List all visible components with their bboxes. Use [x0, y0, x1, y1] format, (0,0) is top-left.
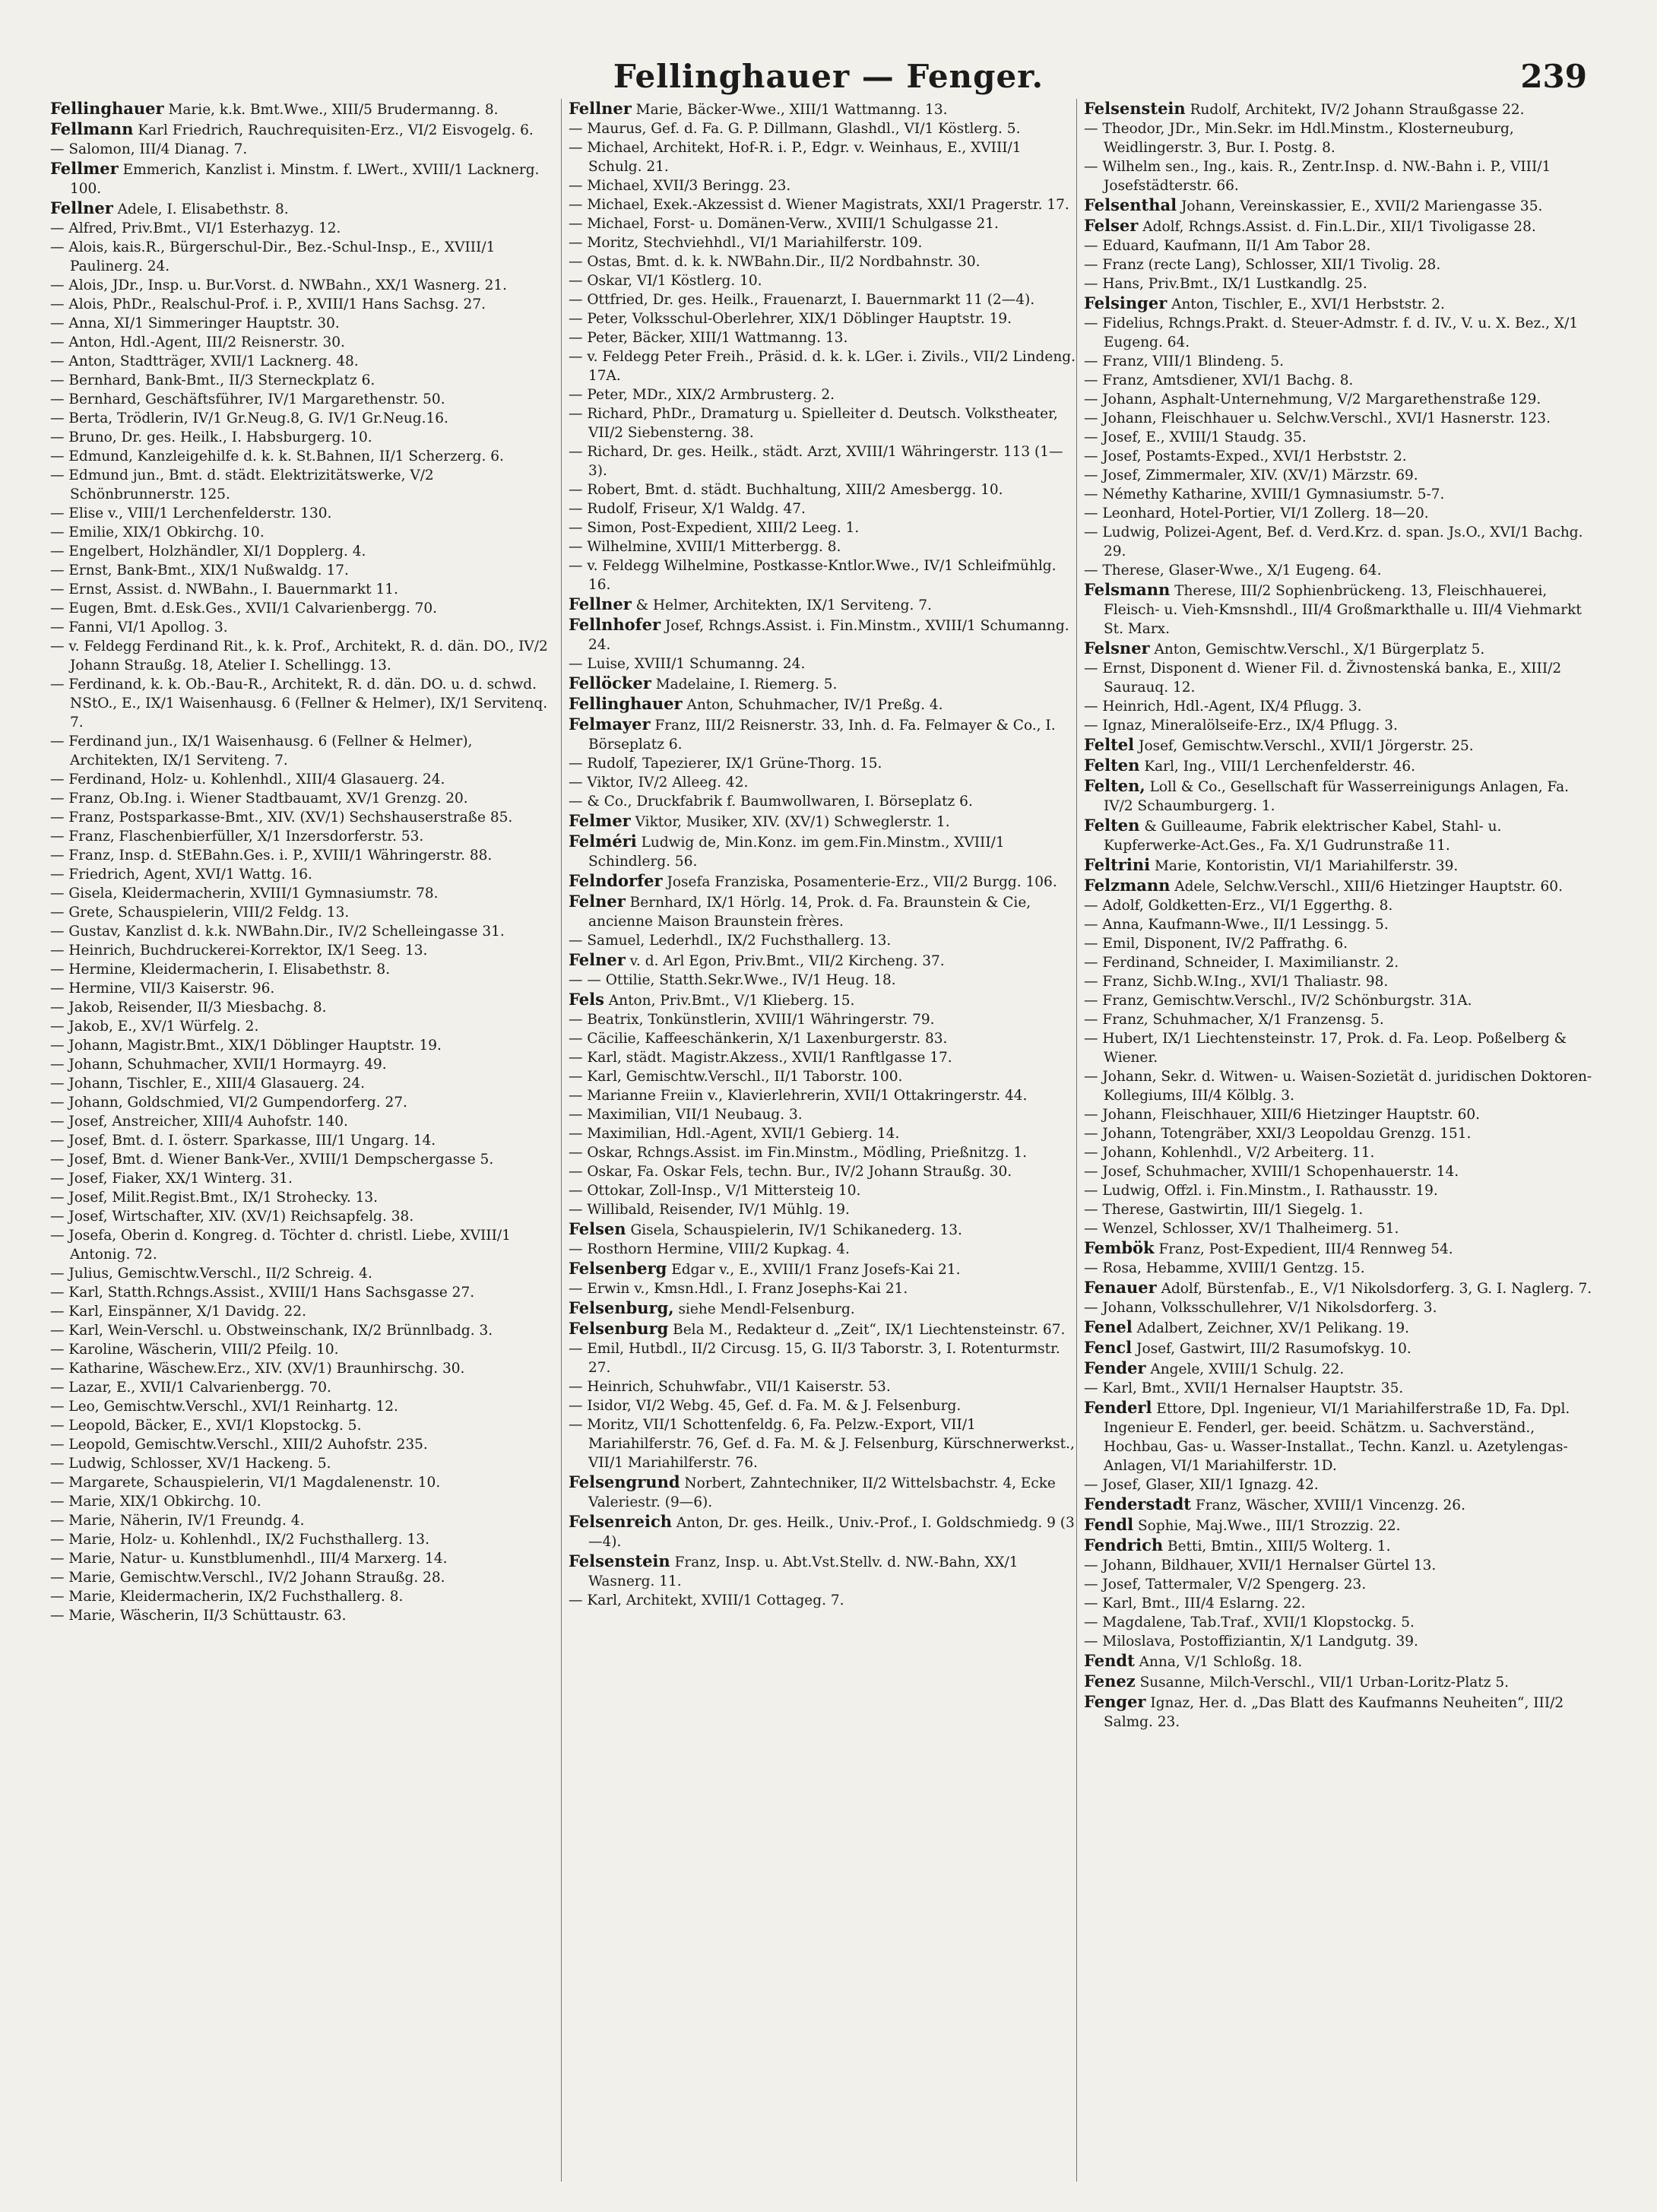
directory-entry: Felsenthal Johann, Vereinskassier, E., XVII/2 Mariengasse 35.	[1084, 195, 1543, 214]
directory-entry: Felsenreich Anton, Dr. ges. Heilk., Univ.-Prof., I. Goldschmiedg. 9 (3—4).	[569, 1512, 1075, 1550]
directory-entry: Fenez Susanne, Milch-Verschl., VII/1 Urban-Loritz-Platz 5.	[1084, 1672, 1510, 1691]
directory-entry: — Samuel, Lederhdl., IX/2 Fuchsthallerg. 13.	[569, 933, 892, 949]
directory-entry: — Leopold, Gemischtw.Verschl., XIII/2 Auhofstr. 235.	[50, 1437, 428, 1453]
directory-entry: — Grete, Schauspielerin, VIII/2 Feldg. 13.	[50, 905, 350, 921]
directory-entry: — v. Feldegg Ferdinand Rit., k. k. Prof., Architekt, R. d. dän. DO., IV/2 Johann Straußg. 18, Atelier I. Schellingg. 13.	[50, 639, 548, 673]
directory-entry: — Franz, Amtsdiener, XVI/1 Bachg. 8.	[1084, 372, 1354, 388]
directory-entry: — Julius, Gemischtw.Verschl., II/2 Schreig. 4.	[50, 1266, 372, 1282]
directory-entry: Felsenstein Rudolf, Architekt, IV/2 Johann Straußgasse 22.	[1084, 99, 1525, 118]
directory-entry: — Karl, Statth.Rchngs.Assist., XVIII/1 Hans Sachsgasse 27.	[50, 1285, 475, 1301]
directory-entry: Felsenberg Edgar v., E., XVIII/1 Franz Josefs-Kai 21.	[569, 1259, 961, 1278]
directory-entry: Fellnhofer Josef, Rchngs.Assist. i. Fin.Minstm., XVIII/1 Schumanng. 24.	[569, 615, 1069, 653]
directory-entry: — Johann, Volksschullehrer, V/1 Nikolsdorferg. 3.	[1084, 1300, 1437, 1316]
directory-entry: — Leopold, Bäcker, E., XVI/1 Klopstockg. 5.	[50, 1418, 362, 1434]
directory-entry: — Salomon, III/4 Dianag. 7.	[50, 141, 248, 157]
directory-entry: — Gustav, Kanzlist d. k.k. NWBahn.Dir., IV/2 Schelleingasse 31.	[50, 924, 505, 940]
directory-entry: — Peter, MDr., XIX/2 Armbrusterg. 2.	[569, 387, 835, 403]
directory-entry: — Bernhard, Bank-Bmt., II/3 Sterneckplatz 6.	[50, 372, 375, 388]
directory-entry: — Michael, XVII/3 Beringg. 23.	[569, 178, 791, 194]
directory-entry: Fellner Marie, Bäcker-Wwe., XIII/1 Wattmanng. 13.	[569, 99, 948, 118]
directory-entry: — Johann, Totengräber, XXI/3 Leopoldau Grenzg. 151.	[1084, 1126, 1472, 1142]
directory-entry: Felmayer Franz, III/2 Reisnerstr. 33, Inh. d. Fa. Felmayer & Co., I. Börseplatz 6.	[569, 715, 1056, 753]
directory-entry: — Moritz, VII/1 Schottenfeldg. 6, Fa. Pelzw.-Export, VII/1 Mariahilferstr. 76, Gef. d. Fa. M. & J. Felsenburg, Kürschnerwerkst., VII/1 Mariahilferstr. 76.	[569, 1417, 1075, 1471]
directory-entry: — Johann, Asphalt-Unternehmung, V/2 Margarethenstraße 129.	[1084, 391, 1541, 407]
directory-entry: — Therese, Glaser-Wwe., X/1 Eugeng. 64.	[1084, 563, 1382, 578]
directory-entry: Felsen Gisela, Schauspielerin, IV/1 Schikanederg. 13.	[569, 1219, 962, 1238]
directory-entry: — Wilhelmine, XVIII/1 Mitterbergg. 8.	[569, 539, 841, 555]
directory-entry: — Josef, Fiaker, XX/1 Winterg. 31.	[50, 1171, 293, 1187]
directory-entry: — Johann, Sekr. d. Witwen- u. Waisen-Sozietät d. juridischen Doktoren-Kollegiums, III/4 Kölblg. 3.	[1084, 1069, 1592, 1104]
directory-entry: — Josef, Postamts-Exped., XVI/1 Herbststr. 2.	[1084, 448, 1407, 464]
directory-entry: — Adolf, Goldketten-Erz., VI/1 Eggerthg. 8.	[1084, 898, 1393, 914]
directory-entry: — v. Feldegg Peter Freih., Präsid. d. k. k. LGer. i. Zivils., VII/2 Lindeng. 17A.	[569, 349, 1076, 384]
directory-entry: — Johann, Bildhauer, XVII/1 Hernalser Gürtel 13.	[1084, 1558, 1437, 1573]
directory-entry: Fendt Anna, V/1 Schloßg. 18.	[1084, 1651, 1303, 1670]
directory-entry: — Luise, XVIII/1 Schumanng. 24.	[569, 656, 806, 672]
directory-entry: Fellinghauer Anton, Schuhmacher, IV/1 Preßg. 4.	[569, 694, 943, 713]
directory-entry: Felméri Ludwig de, Min.Konz. im gem.Fin.Minstm., XVIII/1 Schindlerg. 56.	[569, 832, 1005, 870]
directory-entry: Fels Anton, Priv.Bmt., V/1 Klieberg. 15.	[569, 990, 855, 1009]
directory-entry: — Margarete, Schauspielerin, VI/1 Magdalenenstr. 10.	[50, 1475, 441, 1491]
directory-entry: — Emil, Hutbdl., II/2 Circusg. 15, G. II/3 Taborstr. 3, I. Rotenturmstr. 27.	[569, 1341, 1060, 1376]
directory-entry: — Alois, JDr., Insp. u. Bur.Vorst. d. NWBahn., XX/1 Wasnerg. 21.	[50, 277, 507, 293]
directory-entry: — Hermine, Kleidermacherin, I. Elisabethstr. 8.	[50, 962, 391, 978]
directory-entry: Fellinghauer Marie, k.k. Bmt.Wwe., XIII/5 Brudermanng. 8.	[50, 99, 499, 118]
directory-entry: — Anna, XI/1 Simmeringer Hauptstr. 30.	[50, 315, 340, 331]
directory-entry: — Ludwig, Schlosser, XV/1 Hackeng. 5.	[50, 1456, 331, 1472]
directory-entry: Felzmann Adele, Selchw.Verschl., XIII/6 Hietzinger Hauptstr. 60.	[1084, 876, 1563, 895]
directory-entry: — Josefa, Oberin d. Kongreg. d. Töchter d. christl. Liebe, XVIII/1 Antonig. 72.	[50, 1228, 511, 1263]
directory-entry: — Karl, Einspänner, X/1 Davidg. 22.	[50, 1304, 306, 1320]
directory-entry: — Oskar, VI/1 Köstlerg. 10.	[569, 273, 762, 289]
directory-entry: Felsenburg, siehe Mendl-Felsenburg.	[569, 1298, 855, 1317]
directory-entry: — Bruno, Dr. ges. Heilk., I. Habsburgerg. 10.	[50, 429, 372, 445]
directory-entry: — Franz, Insp. d. StEBahn.Ges. i. P., XVIII/1 Währingerstr. 88.	[50, 848, 493, 864]
directory-entry: — Michael, Architekt, Hof-R. i. P., Edgr. v. Weinhaus, E., XVIII/1 Schulg. 21.	[569, 140, 1022, 175]
directory-entry: — Simon, Post-Expedient, XIII/2 Leeg. 1.	[569, 520, 860, 536]
directory-entry: — Franz (recte Lang), Schlosser, XII/1 Tivolig. 28.	[1084, 257, 1441, 273]
directory-entry: Fender Angele, XVIII/1 Schulg. 22.	[1084, 1358, 1345, 1377]
directory-entry: — Leo, Gemischtw.Verschl., XVI/1 Reinhartg. 12.	[50, 1399, 398, 1415]
directory-entry: — Josef, Anstreicher, XIII/4 Auhofstr. 140.	[50, 1114, 348, 1130]
directory-entry: — Josef, Zimmermaler, XIV. (XV/1) Märzstr. 69.	[1084, 467, 1418, 483]
directory-entry: — Bernhard, Geschäftsführer, IV/1 Margarethenstr. 50.	[50, 391, 445, 407]
directory-entry: Fellmer Emmerich, Kanzlist i. Minstm. f. LWert., XVIII/1 Lacknerg. 100.	[50, 159, 540, 197]
directory-entry: — Marie, Näherin, IV/1 Freundg. 4.	[50, 1513, 305, 1529]
directory-entry: — Ernst, Disponent d. Wiener Fil. d. Živnostenská banka, E., XIII/2 Saurauq. 12.	[1084, 661, 1562, 696]
directory-entry: — Johann, Magistr.Bmt., XIX/1 Döblinger Hauptstr. 19.	[50, 1038, 442, 1054]
directory-entry: Felser Adolf, Rchngs.Assist. d. Fin.L.Dir., XII/1 Tivoligasse 28.	[1084, 216, 1536, 235]
directory-entry: Felten Karl, Ing., VIII/1 Lerchenfelderstr. 46.	[1084, 756, 1416, 775]
directory-entry: — Ignaz, Mineralölseife-Erz., IX/4 Pflugg. 3.	[1084, 718, 1398, 734]
directory-entry: — Friedrich, Agent, XVI/1 Wattg. 16.	[50, 867, 312, 883]
directory-entry: — Ferdinand jun., IX/1 Waisenhausg. 6 (Fellner & Helmer), Architekten, IX/1 Serviteng. 7.	[50, 734, 473, 768]
directory-entry: — Franz, Ob.Ing. i. Wiener Stadtbauamt, XV/1 Grenzg. 20.	[50, 791, 468, 807]
directory-entry: — Oskar, Fa. Oskar Fels, techn. Bur., IV/2 Johann Straußg. 30.	[569, 1164, 1012, 1180]
directory-entry: — Leonhard, Hotel-Portier, VI/1 Zollerg. 18—20.	[1084, 505, 1429, 521]
directory-entry: — Ludwig, Offzl. i. Fin.Minstm., I. Rathausstr. 19.	[1084, 1183, 1438, 1199]
directory-entry: — Josef, Glaser, XII/1 Ignazg. 42.	[1084, 1477, 1319, 1493]
directory-entry: — Johann, Fleischhauer, XIII/6 Hietzinger Hauptstr. 60.	[1084, 1107, 1481, 1123]
directory-entry: — Josef, Bmt. d. Wiener Bank-Ver., XVIII/1 Dempschergasse 5.	[50, 1152, 494, 1168]
directory-entry: — Gisela, Kleidermacherin, XVIII/1 Gymnasiumstr. 78.	[50, 886, 439, 902]
directory-entry: — Josef, Schuhmacher, XVIII/1 Schopenhauerstr. 14.	[1084, 1164, 1459, 1180]
directory-entry: — Karl, Bmt., XVII/1 Hernalser Hauptstr. 35.	[1084, 1380, 1404, 1396]
directory-entry: — Emil, Disponent, IV/2 Paffrathg. 6.	[1084, 936, 1348, 952]
directory-entry: Fenderstadt Franz, Wäscher, XVIII/1 Vincenzg. 26.	[1084, 1494, 1465, 1513]
directory-entry: Fendl Sophie, Maj.Wwe., III/1 Strozzig. 22.	[1084, 1515, 1401, 1534]
directory-entry: — Eugen, Bmt. d.Esk.Ges., XVII/1 Calvarienbergg. 70.	[50, 601, 438, 616]
directory-entry: — Ferdinand, Holz- u. Kohlenhdl., XIII/4 Glasauerg. 24.	[50, 772, 445, 788]
directory-entry: — Wenzel, Schlosser, XV/1 Thalheimerg. 51.	[1084, 1221, 1399, 1237]
directory-entry: — Elise v., VIII/1 Lerchenfelderstr. 130.	[50, 505, 332, 521]
directory-entry: — Anna, Kaufmann-Wwe., II/1 Lessingg. 5.	[1084, 917, 1389, 933]
directory-entry: — Anton, Stadtträger, XVII/1 Lacknerg. 48.	[50, 353, 359, 369]
directory-entry: Fenderl Ettore, Dpl. Ingenieur, VI/1 Mariahilferstraße 1D, Fa. Dpl. Ingenieur E. Fenderl, ger. beeid. Schätzm. u. Sachverständ., Hochbau, Gas- u. Wasser-Installat., Techn. Kanzl. u. Azetylengas-Anlagen, VI/1 Mariahilferstr. 1D.	[1084, 1398, 1570, 1474]
directory-entry: Fellöcker Madelaine, I. Riemerg. 5.	[569, 673, 838, 692]
directory-entry: Felsenstein Franz, Insp. u. Abt.Vst.Stellv. d. NW.-Bahn, XX/1 Wasnerg. 11.	[569, 1551, 1019, 1589]
directory-entry: — Willibald, Reisender, IV/1 Mühlg. 19.	[569, 1202, 850, 1218]
directory-entry: — Lazar, E., XVII/1 Calvarienbergg. 70.	[50, 1380, 331, 1396]
directory-entry: — Rosthorn Hermine, VIII/2 Kupkag. 4.	[569, 1241, 850, 1257]
directory-entry: — Johann, Fleischhauer u. Selchw.Verschl., XVI/1 Hasnerstr. 123.	[1084, 410, 1551, 426]
directory-entry: Fenel Adalbert, Zeichner, XV/1 Pelikang. 19.	[1084, 1317, 1410, 1336]
directory-entry: — Edmund jun., Bmt. d. städt. Elektrizitätswerke, V/2 Schönbrunnerstr. 125.	[50, 467, 434, 502]
directory-entry: — Therese, Gastwirtin, III/1 Siegelg. 1.	[1084, 1202, 1364, 1218]
directory-entry: — Peter, Volksschul-Oberlehrer, XIX/1 Döblinger Hauptstr. 19.	[569, 311, 1012, 327]
directory-entry: — Josef, E., XVIII/1 Staudg. 35.	[1084, 429, 1307, 445]
directory-entry: — Josef, Bmt. d. I. österr. Sparkasse, III/1 Ungarg. 14.	[50, 1133, 436, 1149]
directory-entry: — Marie, XIX/1 Obkirchg. 10.	[50, 1494, 261, 1510]
directory-entry: — Marie, Kleidermacherin, IX/2 Fuchsthallerg. 8.	[50, 1589, 404, 1605]
directory-entry: — Katharine, Wäschew.Erz., XIV. (XV/1) Braunhirschg. 30.	[50, 1361, 465, 1377]
directory-entry: — Hans, Priv.Bmt., IX/1 Lustkandlg. 25.	[1084, 276, 1367, 292]
directory-column-1	[50, 99, 559, 2182]
directory-entry: — Rudolf, Friseur, X/1 Waldg. 47.	[569, 501, 806, 517]
directory-entry: — & Co., Druckfabrik f. Baumwollwaren, I. Börseplatz 6.	[569, 794, 973, 810]
directory-entry: — Edmund, Kanzleigehilfe d. k. k. St.Bahnen, II/1 Scherzerg. 6.	[50, 448, 504, 464]
directory-entry: — Viktor, IV/2 Alleeg. 42.	[569, 775, 749, 791]
directory-entry: Fenauer Adolf, Bürstenfab., E., V/1 Nikolsdorferg. 3, G. I. Naglerg. 7.	[1084, 1278, 1592, 1297]
directory-entry: — Josef, Wirtschafter, XIV. (XV/1) Reichsapfelg. 38.	[50, 1209, 414, 1225]
directory-column-3	[1084, 99, 1601, 2182]
directory-entry: Felner v. d. Arl Egon, Priv.Bmt., VII/2 Kircheng. 37.	[569, 950, 945, 969]
directory-entry: — Engelbert, Holzhändler, XI/1 Dopplerg. 4.	[50, 543, 366, 559]
directory-entry: — Josef, Tattermaler, V/2 Spengerg. 23.	[1084, 1577, 1367, 1592]
directory-entry: — Maximilian, Hdl.-Agent, XVII/1 Gebierg. 14.	[569, 1126, 900, 1142]
directory-entry: — Moritz, Stechviehhdl., VI/1 Mariahilferstr. 109.	[569, 235, 923, 251]
directory-entry: — Michael, Exek.-Akzessist d. Wiener Magistrats, XXI/1 Pragerstr. 17.	[569, 197, 1069, 213]
directory-entry: — Hermine, VII/3 Kaiserstr. 96.	[50, 981, 275, 997]
directory-entry: Felmer Viktor, Musiker, XIV. (XV/1) Schweglerstr. 1.	[569, 811, 950, 830]
directory-entry: — Theodor, JDr., Min.Sekr. im Hdl.Minstm., Klosterneuburg, Weidlingerstr. 3, Bur. I. Postg. 8.	[1084, 121, 1514, 156]
directory-entry: — — Ottilie, Statth.Sekr.Wwe., IV/1 Heug. 18.	[569, 972, 896, 988]
directory-entry: Fenger Ignaz, Her. d. „Das Blatt des Kaufmanns Neuheiten“, III/2 Salmg. 23.	[1084, 1692, 1564, 1730]
directory-entry: — Karl, Architekt, XVIII/1 Cottageg. 7.	[569, 1592, 844, 1608]
directory-entry: — Marie, Natur- u. Kunstblumenhdl., III/4 Marxerg. 14.	[50, 1551, 448, 1567]
directory-entry: — Rudolf, Tapezierer, IX/1 Grüne-Thorg. 15.	[569, 756, 882, 772]
directory-entry: Felten, Loll & Co., Gesellschaft für Wasserreinigungs Anlagen, Fa. IV/2 Schaumburgerg. 1.	[1084, 776, 1569, 814]
directory-entry: Felten & Guilleaume, Fabrik elektrischer Kabel, Stahl- u. Kupferwerke-Act.Ges., Fa. X/1 Gudrunstraße 11.	[1084, 816, 1502, 854]
directory-entry: — Marie, Wäscherin, II/3 Schüttaustr. 63.	[50, 1608, 347, 1624]
directory-entry: Felsenburg Bela M., Redakteur d. „Zeit“, IX/1 Liechtensteinstr. 67.	[569, 1319, 1066, 1338]
directory-entry: — Heinrich, Schuhwfabr., VII/1 Kaiserstr. 53.	[569, 1379, 891, 1395]
directory-entry: — Marie, Holz- u. Kohlenhdl., IX/2 Fuchsthallerg. 13.	[50, 1532, 429, 1548]
directory-entry: — Berta, Trödlerin, IV/1 Gr.Neug.8, G. IV/1 Gr.Neug.16.	[50, 410, 448, 426]
directory-entry: Fellner Adele, I. Elisabethstr. 8.	[50, 198, 289, 217]
directory-entry: — Fidelius, Rchngs.Prakt. d. Steuer-Admstr. f. d. IV., V. u. X. Bez., X/1 Eugeng. 64.	[1084, 315, 1579, 350]
directory-entry: Fembök Franz, Post-Expedient, III/4 Rennweg 54.	[1084, 1238, 1453, 1257]
directory-entry: — Hubert, IX/1 Liechtensteinstr. 17, Prok. d. Fa. Leop. Poßelberg & Wiener.	[1084, 1031, 1567, 1066]
directory-entry: — Ferdinand, k. k. Ob.-Bau-R., Architekt, R. d. dän. DO. u. d. schwd. NStO., E., IX/1 Waisenhausg. 6 (Fellner & Helmer), IX/1 Servitenq. 7.	[50, 677, 548, 730]
directory-entry: — Johann, Goldschmied, VI/2 Gumpendorferg. 27.	[50, 1095, 407, 1111]
directory-entry: — Johann, Kohlenhdl., V/2 Arbeiterg. 11.	[1084, 1145, 1375, 1161]
directory-entry: — Heinrich, Buchdruckerei-Korrektor, IX/1 Seeg. 13.	[50, 943, 428, 959]
directory-entry: — Alois, PhDr., Realschul-Prof. i. P., XVIII/1 Hans Sachsg. 27.	[50, 296, 486, 312]
directory-entry: — Ottfried, Dr. ges. Heilk., Frauenarzt, I. Bauernmarkt 11 (2—4).	[569, 292, 1035, 308]
directory-entry: — Franz, Gemischtw.Verschl., IV/2 Schönburgstr. 31A.	[1084, 993, 1472, 1009]
directory-column-2	[569, 99, 1078, 2182]
directory-entry: Felsner Anton, Gemischtw.Verschl., X/1 Bürgerplatz 5.	[1084, 639, 1485, 658]
directory-entry: — Karoline, Wäscherin, VIII/2 Pfeilg. 10.	[50, 1342, 339, 1358]
directory-entry: — Ernst, Assist. d. NWBahn., I. Bauernmarkt 11.	[50, 582, 398, 597]
directory-entry: — Robert, Bmt. d. städt. Buchhaltung, XIII/2 Amesbergg. 10.	[569, 482, 1003, 498]
directory-entry: Felsinger Anton, Tischler, E., XVI/1 Herbststr. 2.	[1084, 293, 1445, 312]
directory-entry: — Richard, Dr. ges. Heilk., städt. Arzt, XVIII/1 Währingerstr. 113 (1—3).	[569, 444, 1063, 479]
directory-entry: — Johann, Schuhmacher, XVII/1 Hormayrg. 49.	[50, 1057, 387, 1073]
directory-entry: — Peter, Bäcker, XIII/1 Wattmanng. 13.	[569, 330, 848, 346]
directory-entry: — Maurus, Gef. d. Fa. G. P. Dillmann, Glashdl., VI/1 Köstlerg. 5.	[569, 121, 1021, 137]
directory-entry: — Alois, kais.R., Bürgerschul-Dir., Bez.-Schul-Insp., E., XVIII/1 Paulinerg. 24.	[50, 239, 496, 274]
directory-entry: — Wilhelm sen., Ing., kais. R., Zentr.Insp. d. NW.-Bahn i. P., VIII/1 Josefstädterstr. 66.	[1084, 159, 1551, 194]
directory-entry: — Magdalene, Tab.Traf., XVII/1 Klopstockg. 5.	[1084, 1615, 1415, 1630]
directory-entry: — Ferdinand, Schneider, I. Maximilianstr. 2.	[1084, 955, 1399, 971]
directory-entry: — Isidor, VI/2 Webg. 45, Gef. d. Fa. M. & J. Felsenburg.	[569, 1398, 962, 1414]
directory-entry: Felner Bernhard, IX/1 Hörlg. 14, Prok. d. Fa. Braunstein & Cie, ancienne Maison Braunstein frères.	[569, 892, 1031, 930]
page-title: Fellinghauer — Fenger.	[613, 58, 1044, 95]
directory-entry: — Ernst, Bank-Bmt., XIX/1 Nußwaldg. 17.	[50, 563, 349, 578]
directory-entry: Fellmann Karl Friedrich, Rauchrequisiten-Erz., VI/2 Eisvogelg. 6.	[50, 119, 534, 138]
directory-entry: — Johann, Tischler, E., XIII/4 Glasauerg. 24.	[50, 1076, 366, 1092]
directory-entry: — Jakob, E., XV/1 Würfelg. 2.	[50, 1019, 259, 1035]
directory-entry: — Karl, Wein-Verschl. u. Obstweinschank, IX/2 Brünnlbadg. 3.	[50, 1323, 493, 1339]
directory-entry: — v. Feldegg Wilhelmine, Postkasse-Kntlor.Wwe., IV/1 Schleifmühlg. 16.	[569, 558, 1057, 593]
directory-entry: — Jakob, Reisender, II/3 Miesbachg. 8.	[50, 1000, 327, 1016]
column-divider	[561, 99, 562, 2182]
directory-entry: — Karl, Gemischtw.Verschl., II/1 Taborstr. 100.	[569, 1069, 903, 1085]
directory-entry: Felndorfer Josefa Franziska, Posamenterie-Erz., VII/2 Burgg. 106.	[569, 871, 1057, 890]
directory-entry: — Franz, Schuhmacher, X/1 Franzensg. 5.	[1084, 1012, 1384, 1028]
directory-entry: — Ludwig, Polizei-Agent, Bef. d. Verd.Krz. d. span. Js.O., XVI/1 Bachg. 29.	[1084, 524, 1583, 559]
directory-entry: — Cäcilie, Kaffeeschänkerin, X/1 Laxenburgerstr. 83.	[569, 1031, 948, 1047]
directory-entry: — Franz, Flaschenbierfüller, X/1 Inzersdorferstr. 53.	[50, 829, 424, 845]
directory-entry: — Josef, Milit.Regist.Bmt., IX/1 Strohecky. 13.	[50, 1190, 379, 1206]
directory-entry: — Alfred, Priv.Bmt., VI/1 Esterhazyg. 12.	[50, 220, 341, 236]
directory-entry: — Némethy Katharine, XVIII/1 Gymnasiumstr. 5-7.	[1084, 486, 1445, 502]
directory-entry: — Heinrich, Hdl.-Agent, IX/4 Pflugg. 3.	[1084, 699, 1362, 715]
directory-entry: — Franz, VIII/1 Blindeng. 5.	[1084, 353, 1284, 369]
directory-entry: Fencl Josef, Gastwirt, III/2 Rasumofskyg. 10.	[1084, 1338, 1411, 1357]
directory-entry: — Ostas, Bmt. d. k. k. NWBahn.Dir., II/2 Nordbahnstr. 30.	[569, 254, 981, 270]
directory-entry: — Karl, Bmt., III/4 Eslarng. 22.	[1084, 1596, 1306, 1611]
directory-entry: — Erwin v., Kmsn.Hdl., I. Franz Josephs-Kai 21.	[569, 1281, 908, 1297]
directory-entry: — Fanni, VI/1 Apollog. 3.	[50, 620, 228, 635]
directory-entry: Felsmann Therese, III/2 Sophienbrückeng. 13, Fleischhauerei, Fleisch- u. Vieh-Kmsnshdl., III/4 Großmarkthalle u. III/4 Viehmarkt St. Marx.	[1084, 580, 1582, 637]
directory-entry: — Ottokar, Zoll-Insp., V/1 Mittersteig 10.	[569, 1183, 861, 1199]
directory-entry: — Maximilian, VII/1 Neubaug. 3.	[569, 1107, 803, 1123]
directory-entry: Felsengrund Norbert, Zahntechniker, II/2 Wittelsbachstr. 4, Ecke Valeriestr. (9—6).	[569, 1472, 1056, 1510]
directory-entry: — Rosa, Hebamme, XVIII/1 Gentzg. 15.	[1084, 1260, 1365, 1276]
directory-entry: — Emilie, XIX/1 Obkirchg. 10.	[50, 524, 265, 540]
directory-entry: — Franz, Postsparkasse-Bmt., XIV. (XV/1) Sechshauserstraße 85.	[50, 810, 513, 826]
directory-entry: — Karl, städt. Magistr.Akzess., XVII/1 Ranftlgasse 17.	[569, 1050, 952, 1066]
directory-entry: Fendrich Betti, Bmtin., XIII/5 Wolterg. 1.	[1084, 1535, 1391, 1554]
directory-entry: — Franz, Sichb.W.Ing., XVI/1 Thaliastr. 98.	[1084, 974, 1389, 990]
directory-entry: Feltel Josef, Gemischtw.Verschl., XVII/1 Jörgerstr. 25.	[1084, 735, 1474, 754]
directory-entry: — Richard, PhDr., Dramaturg u. Spielleiter d. Deutsch. Volkstheater, VII/2 Siebensterng. 38.	[569, 406, 1058, 441]
directory-entry: — Anton, Hdl.-Agent, III/2 Reisnerstr. 30.	[50, 334, 345, 350]
directory-entry: — Marie, Gemischtw.Verschl., IV/2 Johann Straußg. 28.	[50, 1570, 445, 1586]
directory-entry: Feltrini Marie, Kontoristin, VI/1 Mariahilferstr. 39.	[1084, 855, 1459, 874]
directory-entry: — Miloslava, Postoffiziantin, X/1 Landgutg. 39.	[1084, 1634, 1418, 1649]
directory-entry: — Eduard, Kaufmann, II/1 Am Tabor 28.	[1084, 238, 1371, 254]
page-number: 239	[1520, 58, 1587, 95]
directory-entry: Fellner & Helmer, Architekten, IX/1 Serviteng. 7.	[569, 594, 932, 613]
directory-entry: — Michael, Forst- u. Domänen-Verw., XVIII/1 Schulgasse 21.	[569, 216, 999, 232]
directory-entry: — Oskar, Rchngs.Assist. im Fin.Minstm., Mödling, Prießnitzg. 1.	[569, 1145, 1027, 1161]
directory-entry: — Marianne Freiin v., Klavierlehrerin, XVII/1 Ottakringerstr. 44.	[569, 1088, 1028, 1104]
directory-entry: — Beatrix, Tonkünstlerin, XVIII/1 Währingerstr. 79.	[569, 1012, 935, 1028]
